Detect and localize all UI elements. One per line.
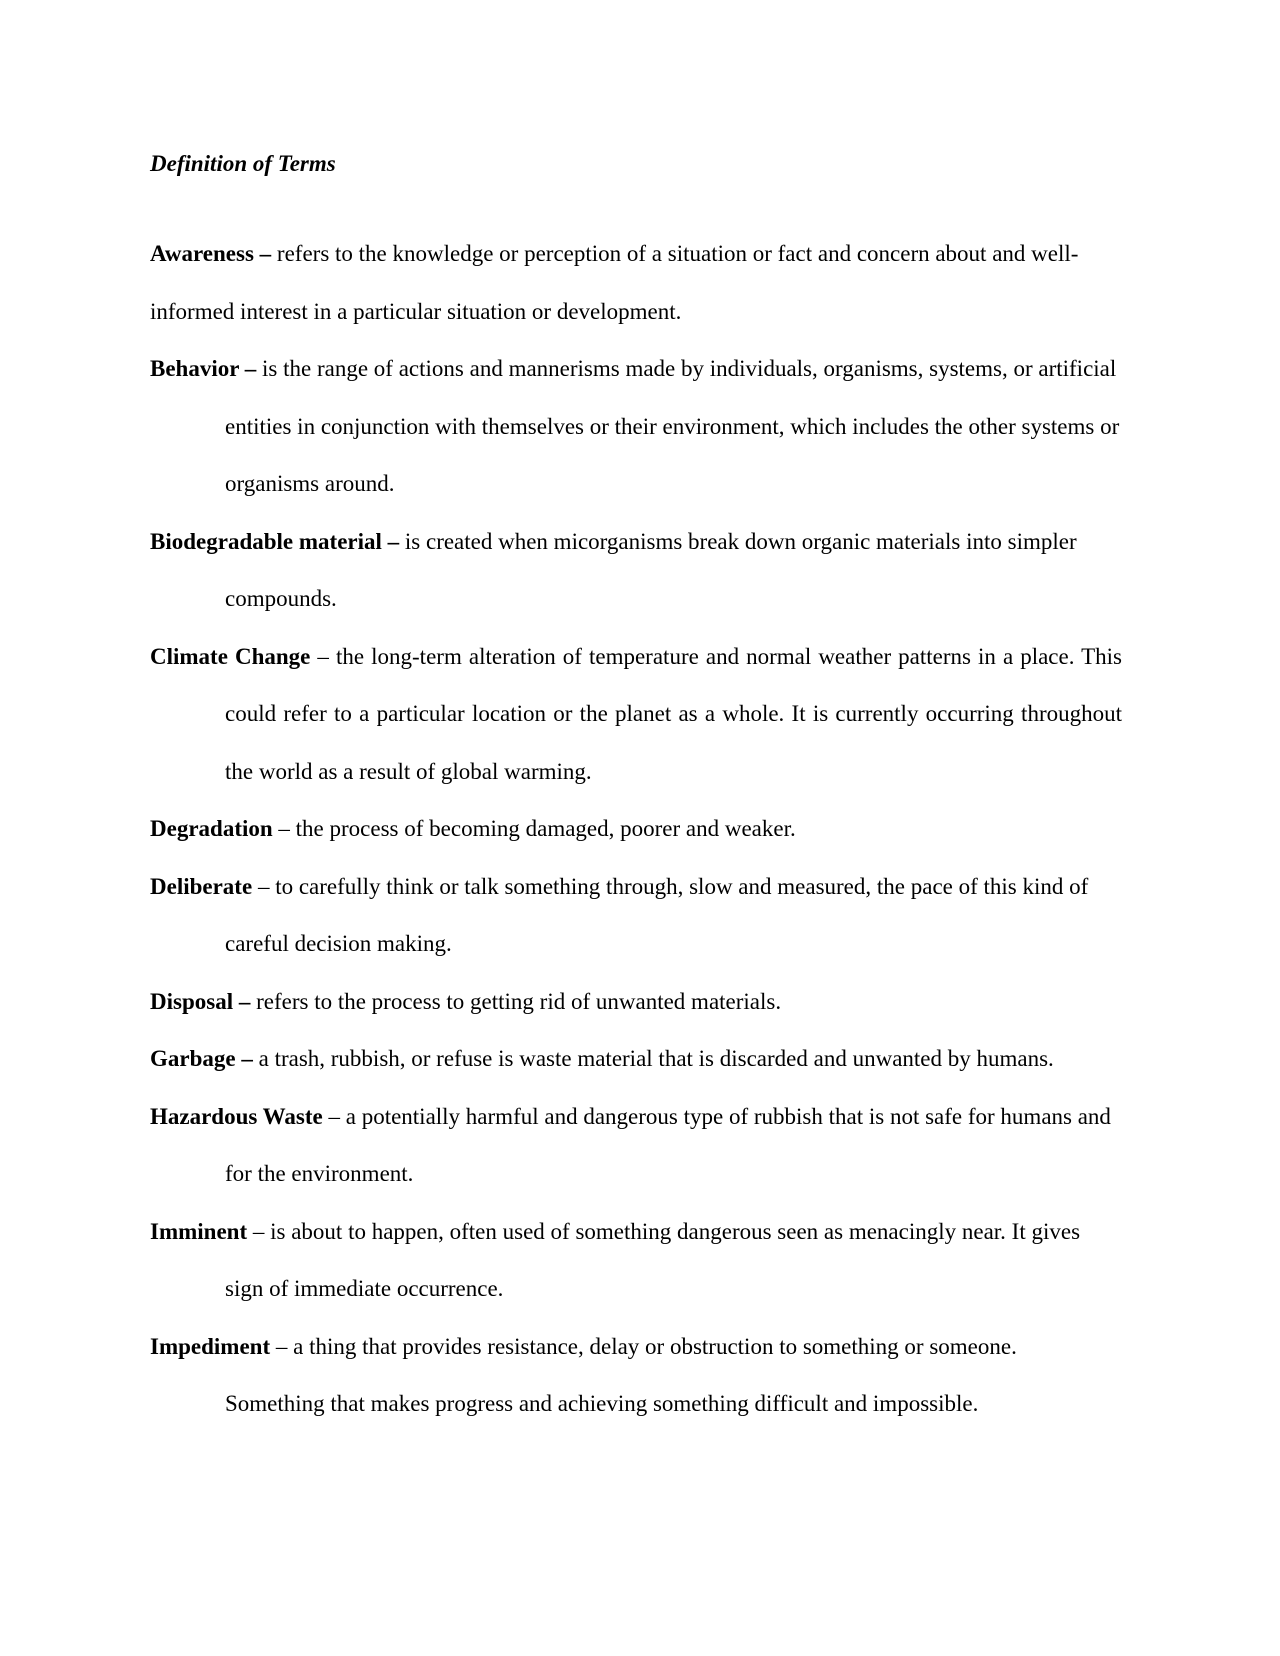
term-name: Awareness	[150, 241, 254, 266]
term-definition: refers to the knowledge or perception of a situation or fact and concern about and well-informed interest in a particular situation or development.	[150, 241, 1079, 324]
term-dash: –	[322, 1103, 346, 1129]
term-definition: a potentially harmful and dangerous type of rubbish that is not safe for humans and for the environment.	[225, 1103, 1111, 1186]
document-page	[150, 150, 1122, 1433]
term-definition: the process of becoming damaged, poorer and weaker.	[295, 816, 796, 841]
term-dash: –	[270, 1333, 294, 1359]
term-entry-biodegradable-material	[150, 513, 1122, 628]
term-definition: refers to the process to getting rid of unwanted materials.	[256, 988, 782, 1014]
term-name: Behavior	[150, 356, 240, 381]
term-definition: is created when micorganisms break down organic materials into simpler compounds.	[225, 528, 1077, 611]
terms-list	[150, 225, 1122, 1433]
term-definition: to carefully think or talk something through, slow and measured, the pace of this kind of careful decision making.	[225, 873, 1089, 956]
term-dash: –	[253, 241, 277, 266]
term-entry-impediment	[150, 1318, 1122, 1433]
term-dash: –	[252, 873, 276, 899]
term-entry-behavior	[150, 340, 1122, 513]
term-dash: –	[239, 356, 263, 381]
term-dash: –	[247, 1218, 271, 1244]
term-name: Garbage	[150, 1046, 236, 1071]
term-definition: is the range of actions and mannerisms made by individuals, organisms, systems, or artificial entities in conjunction with themselves or their environment, which includes the other systems or organisms around.	[225, 356, 1120, 496]
term-entry-imminent	[150, 1203, 1122, 1318]
term-entry-climate-change	[150, 628, 1122, 801]
term-name: Deliberate	[150, 873, 253, 899]
term-name: Imminent	[150, 1218, 248, 1244]
term-name: Biodegradable material	[150, 528, 382, 554]
term-name: Disposal	[150, 988, 234, 1014]
term-definition: the long-term alteration of temperature and normal weather patterns in a place. This could refer to a particular location or the planet as a whole. It is currently occurring throughout the world as a result of global warming.	[225, 643, 1122, 784]
term-name: Impediment	[150, 1333, 271, 1359]
term-name: Hazardous Waste	[150, 1103, 323, 1129]
term-definition: a trash, rubbish, or refuse is waste material that is discarded and unwanted by humans.	[258, 1046, 1054, 1071]
term-dash: –	[235, 1046, 259, 1071]
term-entry-degradation	[150, 800, 1122, 858]
term-name: Climate Change	[150, 643, 311, 669]
term-dash: –	[310, 643, 336, 669]
term-dash: –	[233, 988, 257, 1014]
term-dash: –	[381, 528, 405, 554]
section-heading: Definition of Terms	[150, 151, 336, 176]
term-name: Degradation	[150, 816, 273, 841]
term-entry-deliberate	[150, 858, 1122, 973]
term-definition: is about to happen, often used of something dangerous seen as menacingly near. It gives sign of immediate occurrence.	[225, 1218, 1081, 1301]
term-entry-hazardous-waste	[150, 1088, 1122, 1203]
term-dash: –	[272, 816, 296, 841]
term-entry-awareness	[150, 225, 1122, 340]
term-definition: a thing that provides resistance, delay or obstruction to something or someone. Something that makes progress and achieving something difficult and impossible.	[225, 1333, 1017, 1416]
term-entry-garbage	[150, 1030, 1122, 1088]
term-entry-disposal	[150, 973, 1122, 1031]
